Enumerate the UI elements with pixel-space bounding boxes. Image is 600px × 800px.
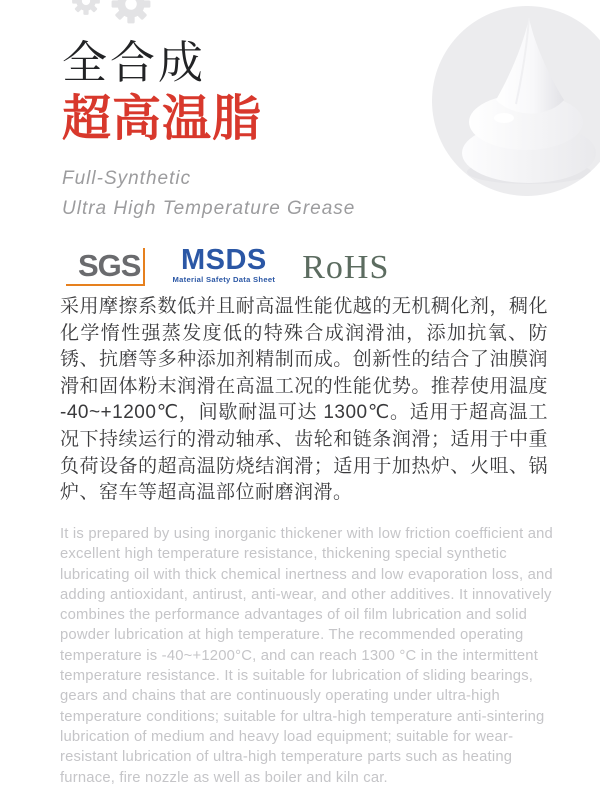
certification-badges	[66, 240, 389, 286]
description-chinese: 采用摩擦系数低并且耐高温性能优越的无机稠化剂，稠化化学惰性强蒸发度低的特殊合成润滑油，添加抗氧、防锈、抗磨等多种添加剂精制而成。创新性的结合了油膜润滑和固体粉末润滑在高温工况的性能优势。推荐使用温度 -40~+1200℃，间歇耐温可达 1300℃。适用于超高温工况下持续运行的滑动轴承、齿轮和链条润滑；适用于中重负荷设备的超高温防烧结润滑；适用于加热炉、火咀、锅炉、窑车等超高温部位耐磨润滑。	[60, 296, 548, 504]
rohs-logo: RoHS	[302, 249, 390, 286]
page-title-line2: 超高温脂	[62, 92, 263, 146]
msds-logo-subtext: Material Safety Data Sheet	[172, 275, 276, 284]
product-grease-photo	[432, 6, 600, 196]
subtitle-line1: Full-Synthetic	[62, 168, 192, 189]
page-title-line1: 全合成	[62, 37, 207, 88]
subtitle-english	[62, 164, 355, 224]
msds-logo-text: MSDS	[180, 244, 267, 276]
sgs-logo: SGS	[66, 248, 145, 286]
subtitle-line2: Ultra High Temperature Grease	[62, 198, 356, 219]
gear-icon	[71, 0, 101, 21]
gear-icon	[110, 0, 152, 30]
description-english: It is prepared by using inorganic thickener with low friction coefficient and excellent high temperature resistance, thickening special synthetic lubricating oil with thick chemical inertness and low evaporation loss, and adding antioxidant, antirust, anti-wear, and other additives. It innovatively combines the performance advantages of oil film lubrication and solid powder lubrication at high temperature. The recommended operating temperature is -40~+1200°C, and can reach 1300 °C in the intermittent temperature resistance. It is suitable for lubrication of sliding bearings, gears and chains that are continuously operating under ultra-high temperature conditions; suitable for ultra-high temperature anti-sintering lubrication of medium and heavy load equipment; suitable for wear-resistant lubrication of ultra-high temperature parts such as heating furnace, fire nozzle as well as boiler and kiln car.	[60, 526, 553, 786]
msds-logo	[172, 246, 275, 286]
header	[62, 36, 355, 224]
